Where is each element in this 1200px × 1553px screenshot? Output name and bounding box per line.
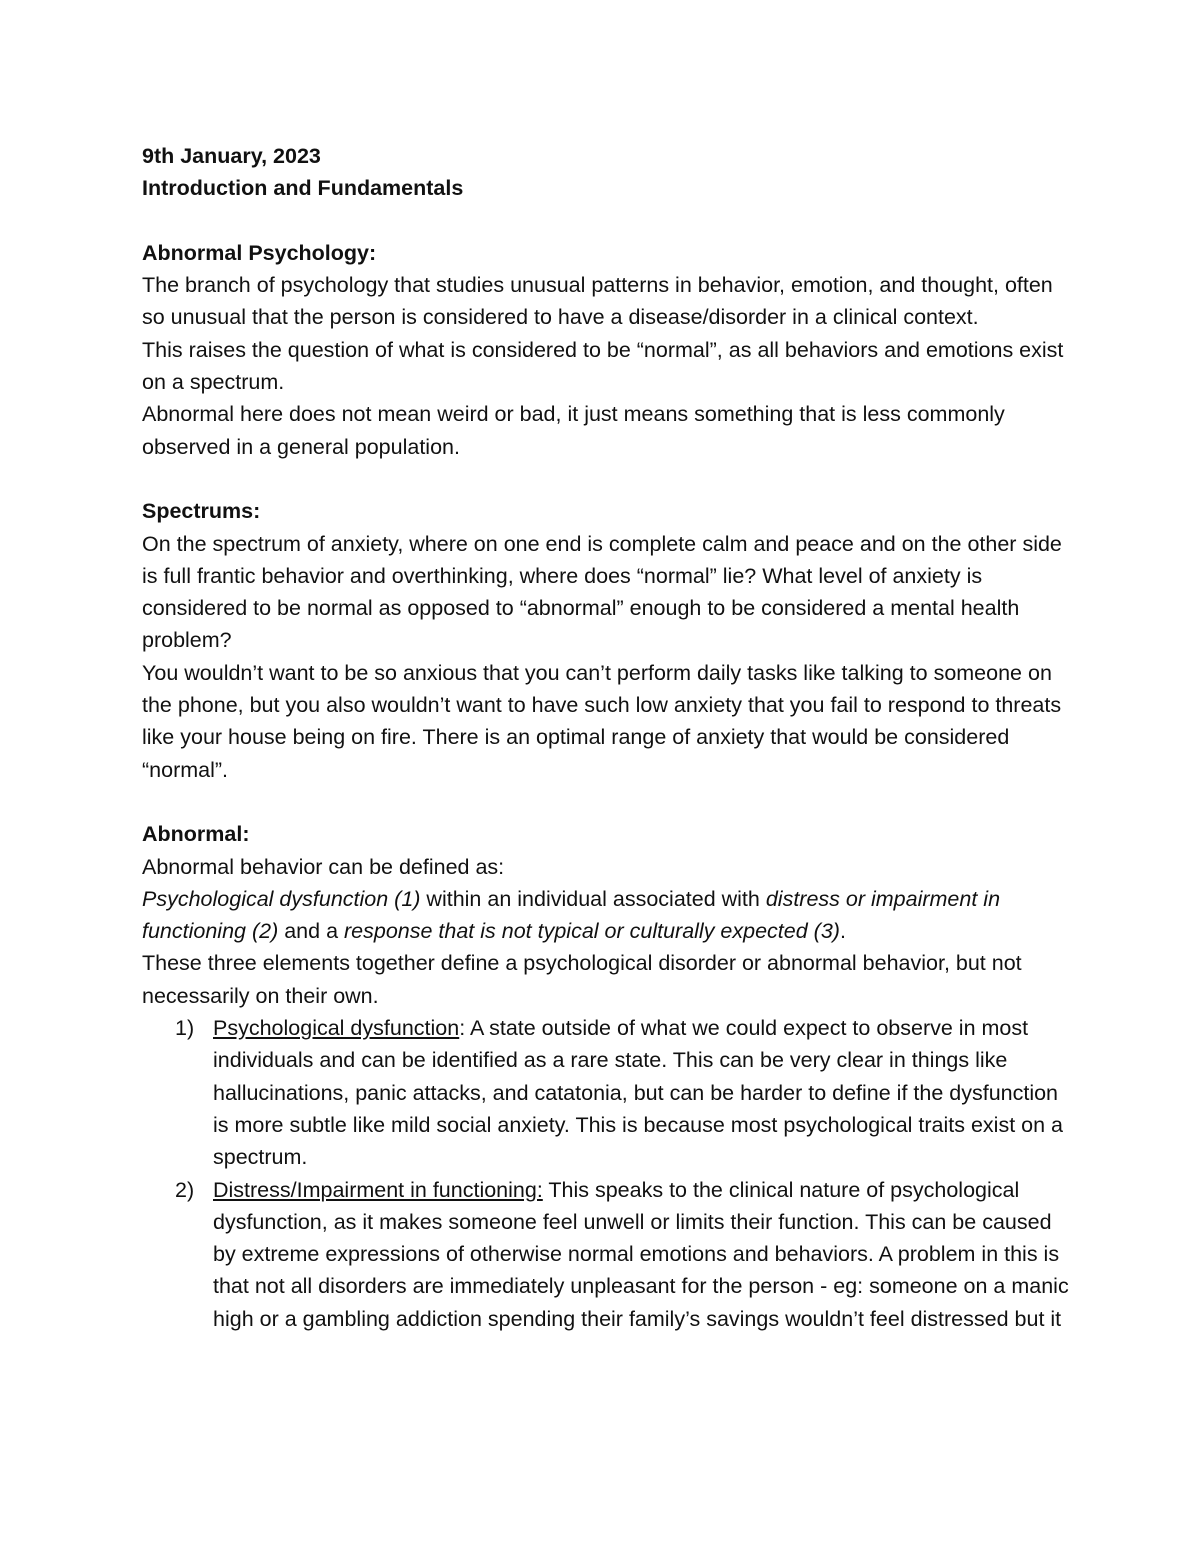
criteria-list [142, 1012, 1072, 1335]
paragraph: On the spectrum of anxiety, where on one end is complete calm and peace and on the other side is full frantic behavior and overthinking, where does “normal” lie? What level of anxiety is considered to be normal as opposed to “abnormal” enough to be considered a mental health problem? [142, 531, 1062, 653]
definition-text: and a [278, 919, 344, 944]
list-number: 1) [175, 1016, 195, 1041]
list-colon: : [459, 1016, 466, 1041]
section-heading-abnormal: Abnormal: [142, 822, 250, 847]
list-text: This speaks to the clinical nature of psychological dysfunction, as it makes someone feel unwell or limits their function. This can be caused by extreme expressions of otherwise normal emotions and behaviors. A problem in this is that not all disorders are immediately unpleasant for the person - eg: someone on a manic high or a gambling addiction spending their family’s savings wouldn’t feel distressed but it [213, 1177, 1069, 1331]
paragraph: Abnormal here does not mean weird or bad, it just means something that is less commonly observed in a general population. [142, 402, 1005, 459]
list-number: 2) [175, 1177, 195, 1202]
definition-paragraph [142, 883, 1072, 948]
list-term: Distress/Impairment in functioning: [213, 1177, 543, 1202]
document-body [142, 140, 1072, 1335]
definition-term-3: response that is not typical or culturally expected (3) [344, 919, 840, 944]
list-item [142, 1174, 1072, 1335]
paragraph: This raises the question of what is considered to be “normal”, as all behaviors and emotions exist on a spectrum. [142, 337, 1064, 395]
section-heading-abnormal-psychology: Abnormal Psychology: [142, 240, 377, 265]
spacer [142, 205, 1072, 237]
paragraph: You wouldn’t want to be so anxious that you can’t perform daily tasks like talking to someone on the phone, but you also wouldn’t want to have such low anxiety that you fail to respond to threats like your house being on fire. There is an optimal range of anxiety that would be considered “normal”. [142, 660, 1062, 782]
definition-term-2: distress or impairment in functioning (2) [142, 886, 1001, 944]
definition-text: . [839, 919, 846, 944]
paragraph: The branch of psychology that studies unusual patterns in behavior, emotion, and thought, often so unusual that the person is considered to have a disease/disorder in a clinical context. [142, 273, 1053, 330]
paragraph: These three elements together define a psychological disorder or abnormal behavior, but not necessarily on their own. [142, 951, 1022, 1008]
section-heading-spectrums: Spectrums: [142, 499, 261, 524]
list-item [142, 1012, 1072, 1173]
date-heading: 9th January, 2023 [142, 144, 321, 168]
definition-text: within an individual associated with [420, 886, 766, 911]
spacer [142, 786, 1072, 818]
document-title: Introduction and Fundamentals [142, 176, 464, 201]
list-text: A state outside of what we could expect to observe in most individuals and can be identified as a rare state. This can be very clear in things like hallucinations, panic attacks, and catatonia, but can be harder to define if the dysfunction is more subtle like mild social anxiety. This is because most psychological traits exist on a spectrum. [213, 1016, 1064, 1170]
list-term: Psychological dysfunction [213, 1016, 460, 1041]
spacer [142, 463, 1072, 495]
paragraph: Abnormal behavior can be defined as: [142, 854, 505, 879]
definition-term-1: Psychological dysfunction (1) [142, 886, 421, 911]
